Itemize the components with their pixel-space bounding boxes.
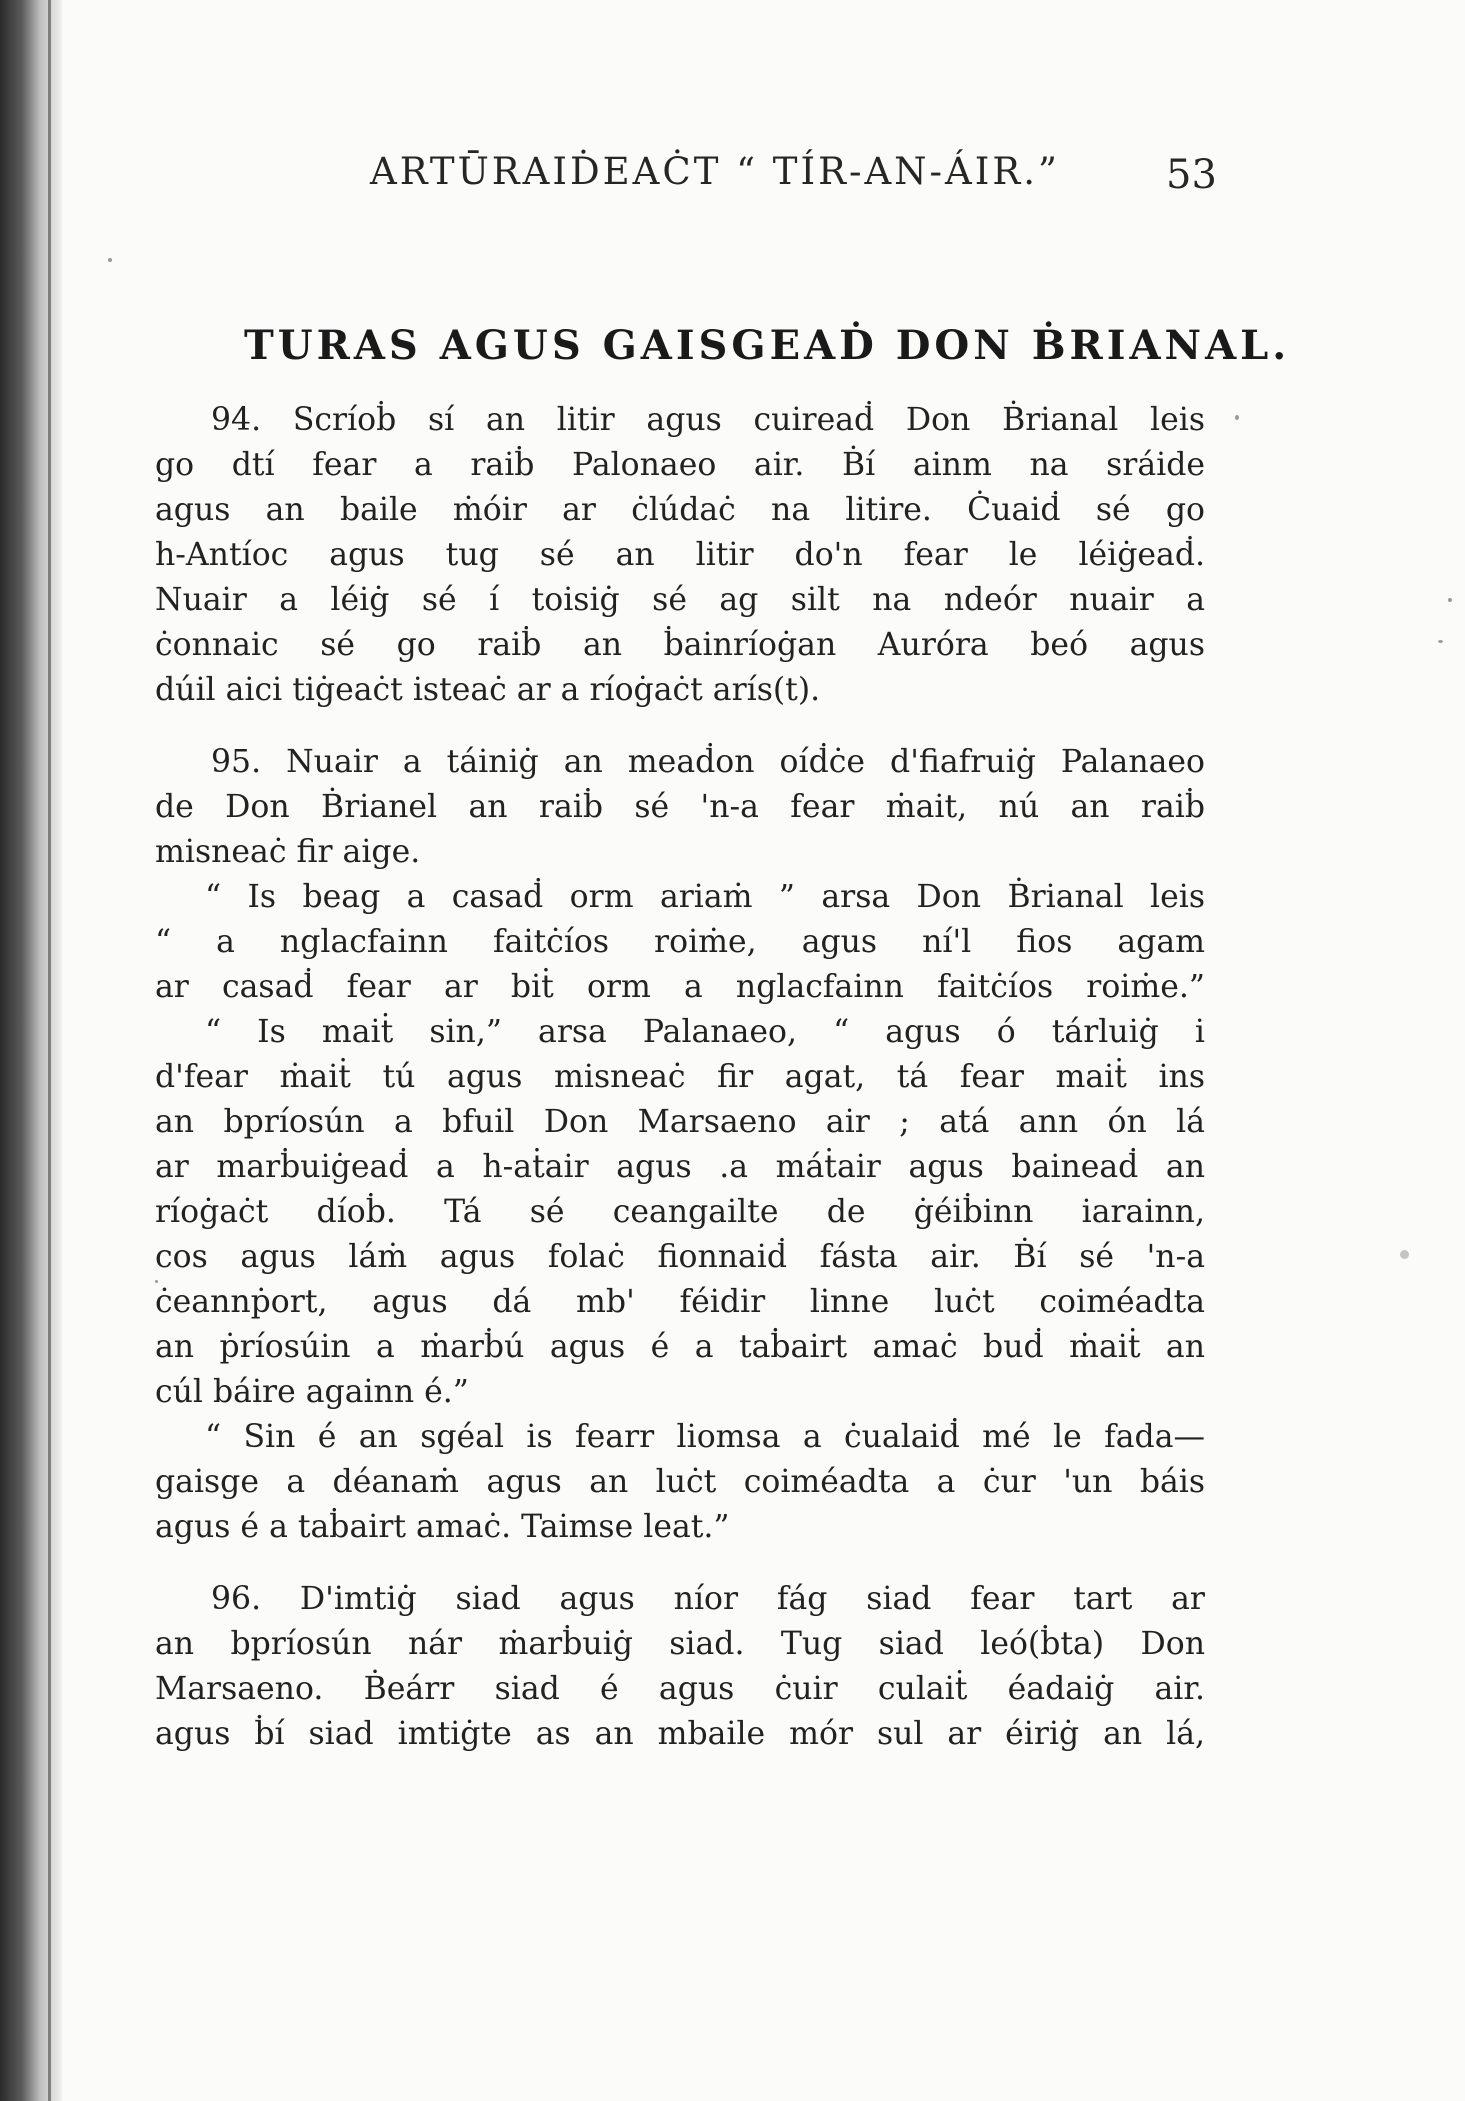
text-line: an ṗríosúin a ṁarḃú agus é a taḃairt amaċ buḋ ṁaiṫ an: [155, 1329, 1205, 1365]
text-line: Marsaeno. Ḃeárr siad é agus ċuir culaiṫ éadaiġ air.: [155, 1671, 1205, 1707]
text-line: ċeannṗort, agus dá mb' féidir linne luċt coiméadta: [155, 1284, 1205, 1320]
text-line: “ a nglacfainn faitċíos roiṁe, agus ní'l fios agam: [155, 924, 1205, 960]
body-text: [155, 398, 1205, 1757]
text-line: ar casaḋ fear ar biṫ orm a nglacfainn faitċíos roiṁe.”: [155, 969, 1205, 1005]
text-line: Nuair a léiġ sé í toisiġ sé ag silt na ndeór nuair a: [155, 582, 1205, 618]
text-line: “ Is maiṫ sin,” arsa Palanaeo, “ agus ó tárluiġ i: [205, 1014, 1205, 1050]
dialogue-paragraph: [155, 1010, 1205, 1415]
page-number: 53: [1166, 152, 1217, 198]
text-line: 95. Nuair a táiniġ an meaḋon oíḋċe d'fiafruiġ Palanaeo: [211, 744, 1205, 780]
text-line: agus ḃí siad imtiġte as an mbaile mór sul ar éiriġ an lá,: [155, 1716, 1205, 1752]
binding-shadow: [0, 0, 62, 2101]
text-line: d'fear ṁaiṫ tú agus misneaċ fir agat, tá fear maiṫ ins: [155, 1059, 1205, 1095]
text-line: 94. Scríoḃ sí an litir agus cuireaḋ Don Ḃrianal leis: [211, 402, 1205, 438]
paragraph-95: [155, 740, 1205, 875]
text-line: dúil aici tiġeaċt isteaċ ar a ríoġaċt arís(t).: [155, 672, 821, 708]
paper-speck: [1448, 598, 1452, 602]
text-line: agus an baile ṁóir ar ċlúdaċ na litire. Ċuaiḋ sé go: [155, 492, 1205, 528]
text-line: an bpríosún nár ṁarḃuiġ siad. Tug siad leó(ḃta) Don: [155, 1626, 1205, 1662]
text-line: ċonnaic sé go raiḃ an ḃainríoġan Auróra beó agus: [155, 627, 1205, 663]
text-line: h-Antíoc agus tug sé an litir do'n fear le léiġeaḋ.: [155, 537, 1205, 573]
text-line: ríoġaċt díoḃ. Tá sé ceangailte de ġéiḃinn iarainn,: [155, 1194, 1205, 1230]
text-line: go dtí fear a raiḃ Palonaeo air. Ḃí ainm na sráide: [155, 447, 1205, 483]
paper-speck: [108, 258, 112, 262]
text-line: “ Is beag a casaḋ orm ariaṁ ” arsa Don Ḃrianal leis: [205, 879, 1205, 915]
text-line: gaisge a déanaṁ agus an luċt coiméadta a ċur 'un báis: [155, 1464, 1205, 1500]
text-line: agus é a taḃairt amaċ. Taimse leat.”: [155, 1509, 730, 1545]
dialogue-paragraph: [155, 1415, 1205, 1550]
section-heading: TURAS AGUS GAISGEAḊ DON ḂRIANAL.: [244, 322, 1291, 369]
text-line: an bpríosún a bfuil Don Marsaeno air ; atá ann ón lá: [155, 1104, 1205, 1140]
paper-speck: [1438, 640, 1443, 643]
text-line: misneaċ fir aige.: [155, 834, 421, 870]
paragraph-96: [155, 1577, 1205, 1757]
running-header-title: ARTŪRAIḊEAĊT “ TÍR-AN-ÁIR.”: [370, 150, 1060, 193]
text-line: de Don Ḃrianel an raiḃ sé 'n-a fear ṁait, nú an raiḃ: [155, 789, 1205, 825]
text-line: “ Sin é an sgéal is fearr liomsa a ċualaiḋ mé le fada—: [205, 1419, 1205, 1455]
paper-speck: [1235, 415, 1239, 420]
paper-speck: [1400, 1250, 1409, 1259]
text-line: cos agus láṁ agus folaċ fionnaiḋ fásta air. Ḃí sé 'n-a: [155, 1239, 1205, 1275]
paragraph-94: [155, 398, 1205, 713]
binding-edge: [48, 0, 51, 2101]
text-line: cúl báire againn é.”: [155, 1374, 469, 1410]
text-line: ar marḃuiġeaḋ a h-aṫair agus .a máṫair agus baineaḋ an: [155, 1149, 1205, 1185]
dialogue-paragraph: [155, 875, 1205, 1010]
text-line: 96. D'imtiġ siad agus níor fág siad fear tart ar: [211, 1581, 1205, 1617]
